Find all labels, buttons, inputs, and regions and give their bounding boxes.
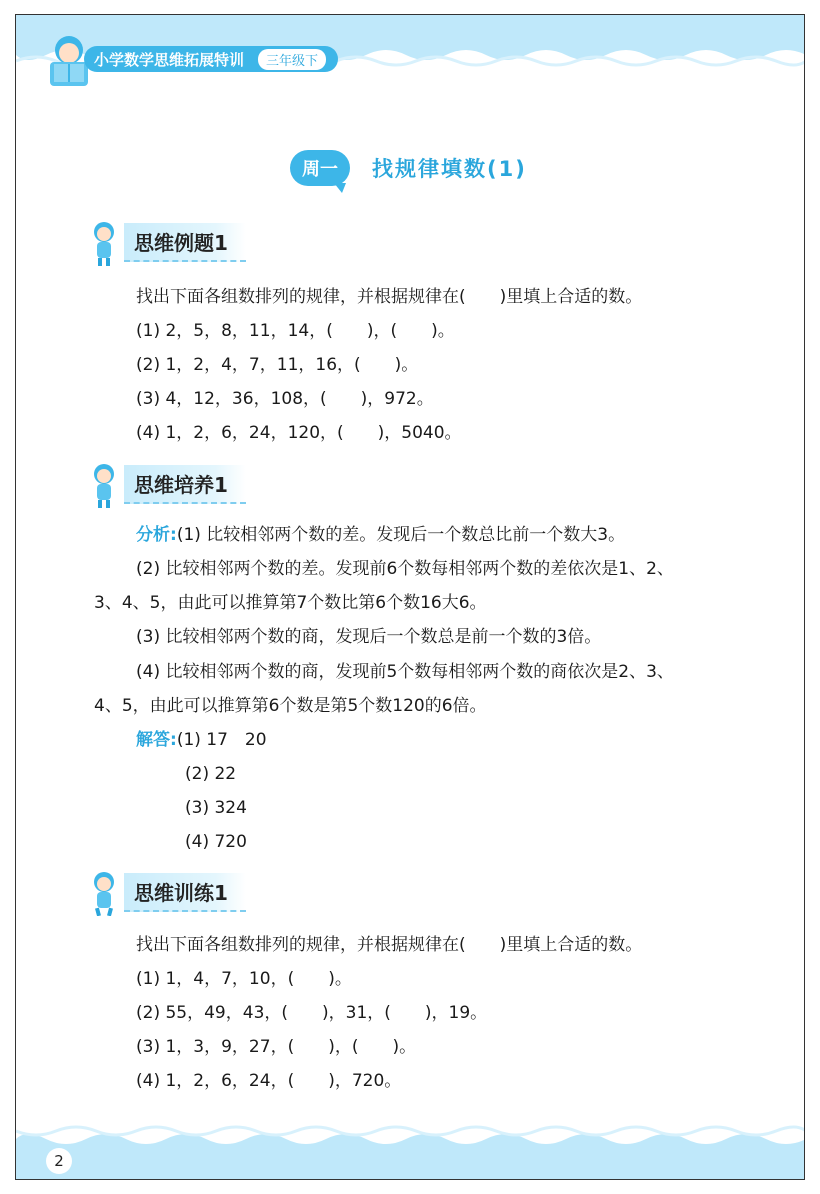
cultivation-heading-label: 思维培养1 bbox=[124, 465, 246, 504]
training-item-1: (1) 1，4，7，10，( )。 bbox=[136, 969, 352, 989]
training-item-4: (4) 1，2，6，24，( )，720。 bbox=[136, 1071, 402, 1091]
analysis-line-5: (4) 比较相邻两个数的商，发现前5个数每相邻两个数的商依次是2、3、 bbox=[136, 662, 674, 682]
grade-label: 三年级下 bbox=[258, 49, 326, 70]
analysis-line-6: 4、5，由此可以推算第6个数是第5个数120的6倍。 bbox=[94, 696, 487, 716]
answer-3: (3) 324 bbox=[185, 798, 247, 818]
example-item-4: (4) 1，2，6，24，120，( )，5040。 bbox=[136, 423, 462, 443]
answer-line-1 bbox=[136, 728, 267, 752]
training-item-2: (2) 55，49，43，( )，31，( )，19。 bbox=[136, 1003, 488, 1023]
training-heading-label: 思维训练1 bbox=[124, 873, 246, 912]
example-section-heading bbox=[88, 220, 246, 266]
book-title: 小学数学思维拓展特训 bbox=[94, 50, 245, 69]
example-item-1: (1) 2，5，8，11，14，( )，( )。 bbox=[136, 321, 455, 341]
week-badge: 周一 bbox=[290, 150, 350, 186]
girl-icon bbox=[88, 220, 120, 266]
analysis-text-1: (1) 比较相邻两个数的差。发现后一个数总比前一个数大3。 bbox=[176, 525, 626, 545]
example-heading-label: 思维例题1 bbox=[124, 223, 246, 262]
example-item-2: (2) 1，2，4，7，11，16，( )。 bbox=[136, 355, 419, 375]
running-kid-icon bbox=[88, 870, 120, 916]
answer-1: (1) 17 20 bbox=[176, 730, 267, 750]
analysis-line-1 bbox=[136, 523, 625, 547]
analysis-line-3: 3、4、5，由此可以推算第7个数比第6个数16大6。 bbox=[94, 593, 487, 613]
chapter-title-row bbox=[290, 150, 527, 186]
training-item-3: (3) 1，3，9，27，( )，( )。 bbox=[136, 1037, 417, 1057]
boy-icon bbox=[88, 462, 120, 508]
analysis-line-2: (2) 比较相邻两个数的差。发现前6个数每相邻两个数的差依次是1、2、 bbox=[136, 559, 674, 579]
chapter-title: 找规律填数(1) bbox=[372, 157, 527, 181]
cultivation-section-heading bbox=[88, 462, 246, 508]
analysis-line-4: (3) 比较相邻两个数的商，发现后一个数总是前一个数的3倍。 bbox=[136, 627, 602, 647]
book-header-badge bbox=[84, 46, 338, 72]
answer-label: 解答: bbox=[136, 730, 177, 750]
bottom-wave-decoration bbox=[16, 1109, 805, 1179]
page-number: 2 bbox=[46, 1148, 72, 1174]
training-instruction: 找出下面各组数排列的规律，并根据规律在( )里填上合适的数。 bbox=[136, 935, 643, 955]
example-item-3: (3) 4，12，36，108，( )，972。 bbox=[136, 389, 434, 409]
answer-2: (2) 22 bbox=[185, 764, 237, 784]
analysis-label: 分析: bbox=[136, 525, 177, 545]
answer-4: (4) 720 bbox=[185, 832, 247, 852]
example-instruction: 找出下面各组数排列的规律，并根据规律在( )里填上合适的数。 bbox=[136, 287, 643, 307]
training-section-heading bbox=[88, 870, 246, 916]
